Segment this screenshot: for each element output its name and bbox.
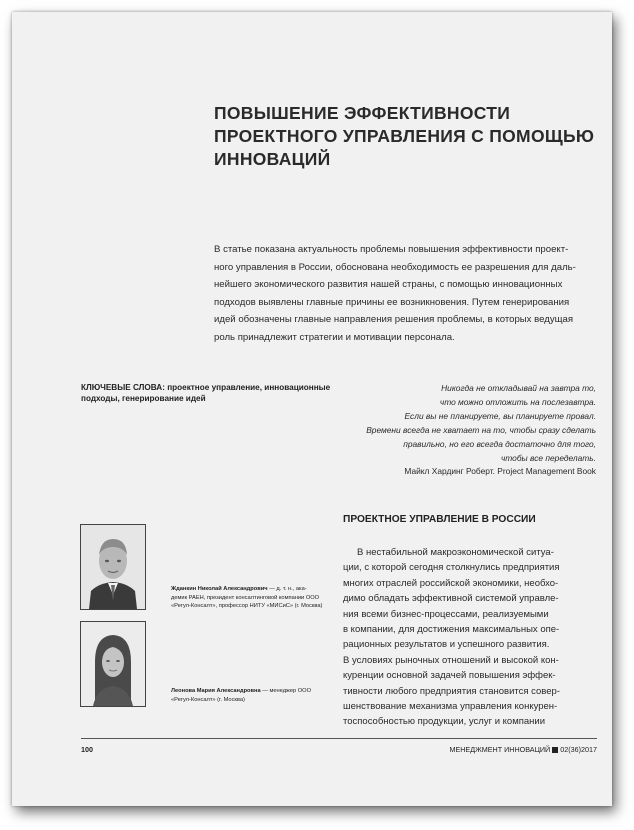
author-caption	[171, 687, 331, 704]
body-line: в компании, для достижения максимальных опе-	[343, 624, 560, 636]
author-affiliation: «Регул-Консалт», профессор НИТУ «МИСиС» (г. Москва)	[171, 603, 323, 610]
author-name: Леонова Мария Александровна	[171, 688, 261, 694]
body-line: многих отраслей российской экономики, необхо-	[343, 577, 559, 589]
epigraph-line: Никогда не откладывай на завтра то,	[441, 383, 596, 393]
title-line: ИННОВАЦИЙ	[214, 149, 331, 169]
journal-page	[12, 12, 612, 806]
square-bullet-icon	[552, 747, 558, 753]
abstract-line: ного управления в России, обоснована необходимость ее разрешения для даль-	[214, 261, 576, 273]
author-photo	[80, 621, 146, 707]
page-number: 100	[81, 745, 93, 754]
author-affiliation: «Регул-Консалт» (г. Москва)	[171, 696, 245, 703]
author-role: — менеджер ООО	[260, 688, 312, 694]
keywords-line: КЛЮЧЕВЫЕ СЛОВА: проектное управление, инновационные	[81, 383, 331, 392]
epigraph-line: Если вы не планируете, вы планируете провал.	[404, 410, 596, 421]
body-line: димо обладать эффективной системой управле-	[343, 593, 559, 605]
abstract-line: нейшего экономического развития нашей страны, с помощью инновационных	[214, 279, 563, 291]
footer-divider	[81, 738, 597, 739]
epigraph-line: Времени всегда не хватает на то, чтобы сразу сделать	[366, 424, 596, 435]
author-portrait-female-icon	[81, 622, 145, 706]
epigraph	[342, 382, 596, 479]
abstract-line: В статье показана актуальность проблемы повышения эффективности проект-	[214, 244, 569, 255]
body-line: шенствование механизма управления конкурен-	[343, 701, 558, 713]
abstract-line: идей обозначены главные направления решения проблемы, в которых ведущая	[214, 314, 574, 326]
epigraph-line: правильно, но его всегда достаточно для того,	[403, 438, 596, 449]
author-photo	[80, 524, 146, 610]
title-line: ПРОЕКТНОГО УПРАВЛЕНИЯ С ПОМОЩЬЮ	[214, 126, 595, 146]
epigraph-line: что можно отложить на послезавтра.	[439, 396, 596, 407]
author-degree: — д. т. н., ака-	[267, 586, 307, 592]
article-title	[214, 102, 614, 171]
body-line: рационных результатов и успешного развития.	[343, 639, 550, 651]
abstract	[214, 241, 594, 347]
body-line: тоспособностью продукции, услуг и компании	[343, 716, 546, 728]
keywords-line: подходы, генерирование идей	[81, 394, 206, 403]
body-line: ния всеми бизнес-процессами, реализуемыми	[343, 608, 549, 620]
journal-name: МЕНЕДЖМЕНТ ИННОВАЦИЙ	[449, 745, 551, 754]
epigraph-line: чтобы все переделать.	[500, 452, 596, 463]
body-line: В нестабильной макроэкономической ситуа-	[357, 547, 554, 558]
journal-footer	[449, 745, 597, 754]
author-affiliation: демик РАЕН, президент консалтинговой компании ООО	[171, 594, 320, 601]
epigraph-attribution: Майкл Хардинг Роберт. Project Management Book	[404, 466, 596, 477]
body-text	[343, 545, 597, 730]
body-line: куренции основной задачей повышения эффек-	[343, 670, 556, 682]
keywords	[81, 382, 331, 404]
abstract-line: подходов выявлены главные причины ее возникновения. Путем генерирования	[214, 296, 570, 308]
journal-issue: 02(36)2017	[560, 745, 597, 754]
section-heading: ПРОЕКТНОЕ УПРАВЛЕНИЕ В РОССИИ	[343, 514, 536, 525]
author-name: Жданкин Николай Александрович	[171, 586, 268, 592]
body-line: тивности любого предприятия становится совер-	[343, 685, 560, 697]
body-line: ции, с которой сегодня столкнулись предприятия	[343, 562, 560, 574]
abstract-line: роль принадлежит стратегии и мотивации персонала.	[214, 331, 455, 343]
author-portrait-male-icon	[81, 525, 145, 609]
author-caption	[171, 585, 331, 611]
body-line: В условиях рыночных отношений и высокой кон-	[343, 654, 559, 666]
title-line: ПОВЫШЕНИЕ ЭФФЕКТИВНОСТИ	[214, 103, 511, 123]
